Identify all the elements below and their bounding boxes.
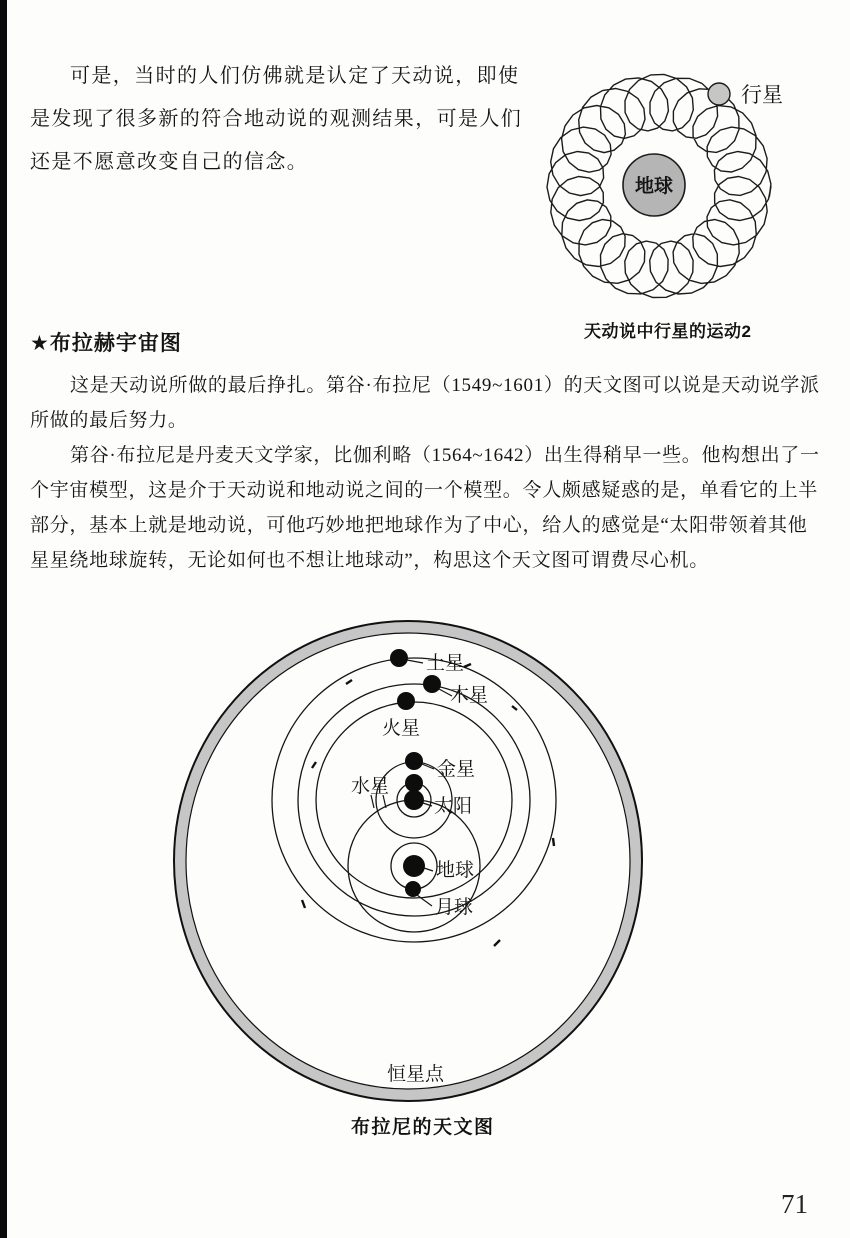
saturn-label: 土星 [426, 653, 465, 674]
paragraph-2-line: 这是天动说所做的最后挣扎。第谷·布拉尼（1549~1601）的天文图可以说是天动说学派 [70, 375, 820, 396]
earth-label: 地球 [634, 176, 674, 197]
paragraph-2 [30, 368, 830, 438]
mars-dot [397, 692, 415, 710]
moon-label: 月球 [435, 897, 474, 918]
sun-dot [404, 790, 424, 810]
earth-label: 地球 [436, 860, 475, 881]
jupiter-label: 木星 [450, 685, 489, 706]
earth-dot [403, 855, 425, 877]
paragraph-2-line: 所做的最后努力。 [30, 410, 188, 431]
section-heading: ★布拉赫宇宙图 [30, 332, 182, 355]
paragraph-3-line: 部分，基本上就是地动说，可他巧妙地把地球作为了中心，给人的感觉是“太阳带领着其他 [30, 515, 808, 536]
venus-label: 金星 [437, 759, 476, 780]
venus-dot [405, 752, 423, 770]
scan-edge-shadow [0, 0, 7, 1238]
jupiter-dot [423, 675, 441, 693]
paragraph-3-line: 个宇宙模型，这是介于天动说和地动说之间的一个模型。令人颇感疑惑的是，单看它的上半 [30, 480, 819, 501]
planet-label: 行星 [741, 84, 783, 107]
mercury-label: 水星 [351, 776, 390, 797]
page-number: 71 [781, 1189, 808, 1219]
epicycle-figure [533, 53, 791, 313]
paragraph-1-line: 可是，当时的人们仿佛就是认定了天动说，即使 [70, 65, 520, 87]
paragraph-1-line: 是发现了很多新的符合地动说的观测结果，可是人们 [30, 108, 523, 130]
paragraph-3 [30, 438, 830, 578]
mercury-dot [405, 774, 423, 792]
epicycle-figure-caption: 天动说中行星的运动2 [584, 322, 752, 341]
paragraph-3-line: 星星绕地球旋转，无论如何也不想让地球动”，构思这个天文图可谓费尽心机。 [30, 550, 709, 571]
moon-dot [405, 881, 421, 897]
paragraph-1-line: 还是不愿意改变自己的信念。 [30, 151, 309, 173]
planet-dot [708, 83, 730, 105]
brahe-figure-caption: 布拉尼的天文图 [351, 1117, 495, 1138]
sun-label: 太阳 [434, 796, 473, 817]
fixed-stars-label: 恒星点 [387, 1064, 445, 1085]
paragraph-1 [30, 55, 550, 184]
mars-label: 火星 [382, 718, 421, 739]
saturn-dot [390, 649, 408, 667]
paragraph-3-line: 第谷·布拉尼是丹麦天文学家，比伽利略（1564~1642）出生得稍早一些。他构想出了一 [70, 445, 820, 466]
brahe-system-figure [160, 612, 660, 1110]
